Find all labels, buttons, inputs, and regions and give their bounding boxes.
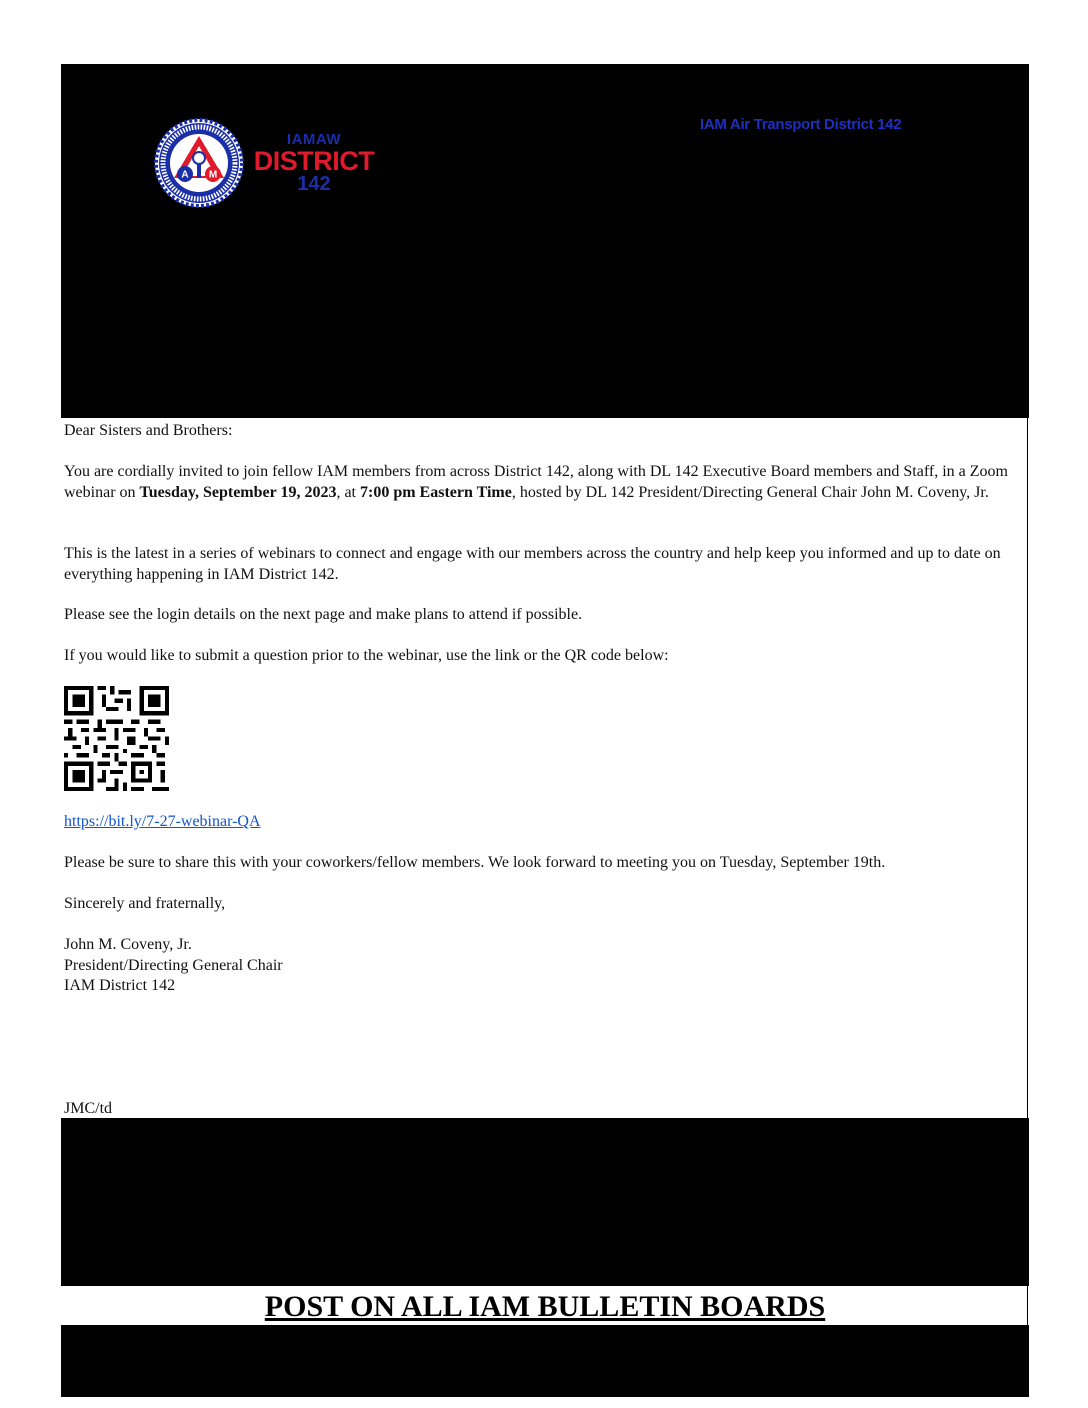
iam-gear-emblem-icon xyxy=(152,116,246,210)
header-organization-name: IAM Air Transport District 142 xyxy=(700,116,902,133)
login-paragraph: Please see the login details on the next page and make plans to attend if possible. xyxy=(64,606,583,623)
invitation-paragraph xyxy=(64,462,1026,503)
svg-text:M: M xyxy=(208,169,218,181)
page-border-right xyxy=(1027,418,1028,1118)
question-paragraph: If you would like to submit a question prior to the webinar, use the link or the QR code below: xyxy=(64,647,669,664)
question-link[interactable]: https://bit.ly/7-27-webinar-QA xyxy=(64,813,261,830)
post-notice-banner: POST ON ALL IAM BULLETIN BOARDS xyxy=(264,1290,826,1323)
share-paragraph: Please be sure to share this with your coworkers/fellow members. We look forward to meeting you on Tuesday, September 19th. xyxy=(64,854,886,871)
signature-org: IAM District 142 xyxy=(64,977,176,994)
logo-wordmark xyxy=(244,132,384,212)
question-link-line xyxy=(64,812,1026,833)
invite-text-2: , at xyxy=(336,483,360,501)
qr-code-icon[interactable] xyxy=(64,686,169,791)
footer-band-top xyxy=(61,1118,1029,1286)
logo-iamaw-text: IAMAW xyxy=(286,131,342,148)
signature-block xyxy=(64,935,1026,997)
logo-number-text: 142 xyxy=(297,173,331,195)
logo-district-text: DISTRICT xyxy=(253,146,375,176)
reference-initials: JMC/td xyxy=(64,1100,113,1117)
greeting: Dear Sisters and Brothers: xyxy=(64,422,233,439)
closing: Sincerely and fraternally, xyxy=(64,895,226,912)
invite-text-3: , hosted by DL 142 President/Directing General Chair John M. Coveny, Jr. xyxy=(511,483,989,501)
invite-text-1: You are cordially invited to join fellow IAM members from across District 142, along with DL 142 Executive Board members and Staff, in a Zoom webinar on xyxy=(64,463,1008,501)
district-logo xyxy=(152,116,384,210)
webinar-time: 7:00 pm Eastern Time xyxy=(360,483,512,501)
series-paragraph: This is the latest in a series of webinars to connect and engage with our members across the country and help keep you informed and up to date on everything happening in IAM District 142. xyxy=(64,545,1001,583)
signature-name: John M. Coveny, Jr. xyxy=(64,936,192,953)
webinar-date: Tuesday, September 19, 2023 xyxy=(139,483,337,501)
svg-text:A: A xyxy=(181,169,189,181)
signature-title: President/Directing General Chair xyxy=(64,956,283,974)
footer-band-bottom xyxy=(61,1325,1029,1397)
